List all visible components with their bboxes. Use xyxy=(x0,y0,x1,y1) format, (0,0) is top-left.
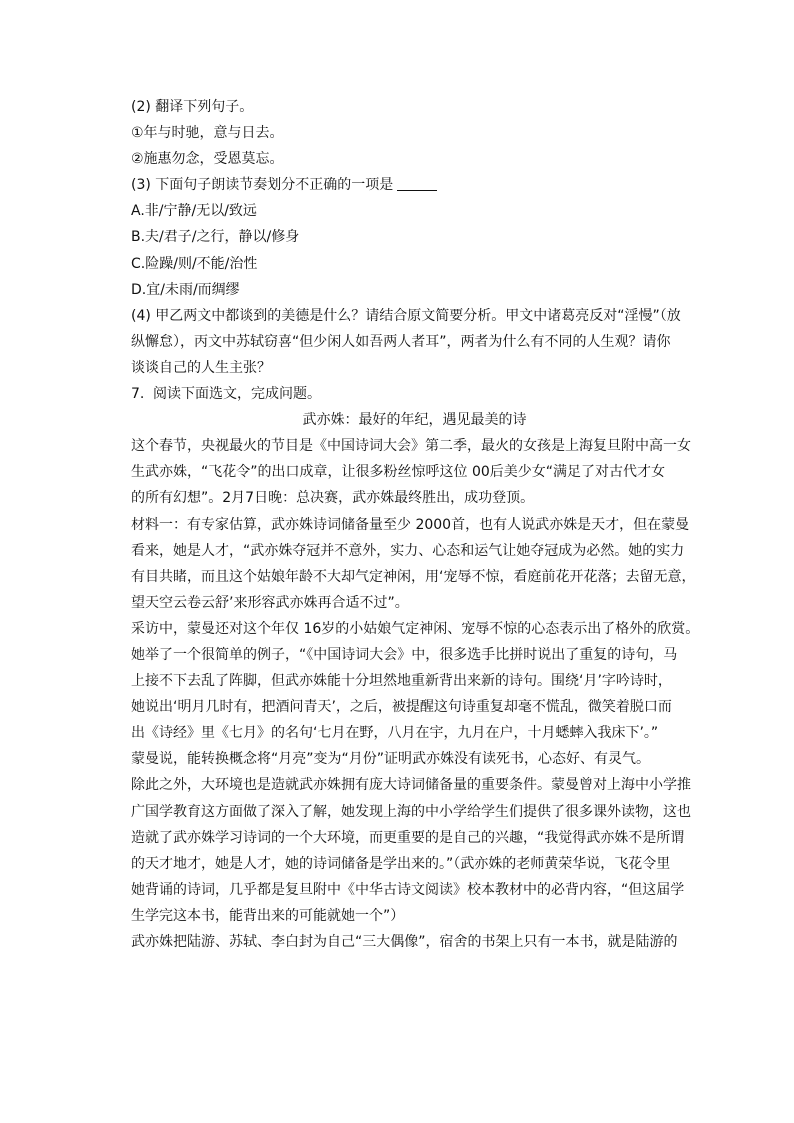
article-line: 材料一：有专家估算，武亦姝诗词储备量至少 2000首，也有人说武亦姝是天才，但在蒙曼 xyxy=(131,516,690,533)
question-7-line xyxy=(131,381,698,407)
article-line: 她说出‘明月几时有，把酒问青天’，之后，被提醒这句诗重复却毫不慌乱，微笑着脱口而 xyxy=(131,699,672,716)
question-7-prompt: 阅读下面选文，完成问题。 xyxy=(153,386,321,403)
question-3-option-c: C.险躁/则/不能/治性 xyxy=(131,255,258,272)
article-line: 看来，她是人才，“武亦姝夺冠并不意外，实力、心态和运气让她夺冠成为必然。她的实力 xyxy=(131,542,685,559)
article-line: 这个春节，央视最火的节目是《中国诗词大会》第二季，最火的女孩是上海复旦附中高一女 xyxy=(131,438,691,455)
question-3-option-d: D.宜/未雨/而绸缪 xyxy=(131,281,240,298)
question-3-line xyxy=(131,172,698,198)
article-line: 生武亦姝，“飞花令”的出口成章，让很多粉丝惊呼这位 00后美少女“满足了对古代才女 xyxy=(131,464,666,481)
article-line: 造就了武亦姝学习诗词的一个大环境，而更重要的是自己的兴趣，“我觉得武亦姝不是所谓 xyxy=(131,829,685,846)
question-2-sentence-1: ①年与时驰，意与日去。 xyxy=(131,125,284,142)
question-2-title: (2) 翻译下列句子。 xyxy=(131,99,254,115)
question-2-sentence-2: ②施惠勿念，受恩莫忘。 xyxy=(131,151,284,168)
article-line: 的天才地才，她是人才，她的诗词储备是学出来的。”（武亦姝的老师黄荣华说，飞花令里 xyxy=(131,855,671,872)
article-line: 的所有幻想”。2月7日晚：总决赛，武亦姝最终胜出，成功登顶。 xyxy=(131,490,535,507)
article-line: 除此之外，大环境也是造就武亦姝拥有庞大诗词储备量的重要条件。蒙曼曾对上海中小学推 xyxy=(131,777,691,794)
question-3-option-b: B.夫/君子/之行，静以/修身 xyxy=(131,229,300,246)
question-4-line-1: (4) 甲乙两文中都谈到的美德是什么？请结合原文简要分析。甲文中诸葛亮反对“淫慢”（放 xyxy=(131,307,681,324)
question-4-line-3: 谈谈自己的人生主张？ xyxy=(131,359,271,376)
document-body xyxy=(131,94,698,955)
answer-blank xyxy=(397,176,437,191)
article-line: 有目共睹，而且这个姑娘年龄不大却气定神闲，用‘宠辱不惊，看庭前花开花落；去留无意， xyxy=(131,568,696,585)
question-3-option-a: A.非/宁静/无以/致远 xyxy=(131,203,257,220)
article-title: 武亦姝：最好的年纪，遇见最美的诗 xyxy=(302,412,527,429)
article-line: 上接不下去乱了阵脚，但武亦姝能十分坦然地重新背出来新的诗句。围绕‘月’字吟诗时， xyxy=(131,673,672,690)
article-line: 武亦姝把陆游、苏轼、李白封为自己“三大偶像”，宿舍的书架上只有一本书，就是陆游的 xyxy=(131,934,678,950)
article-line: 出《诗经》里《七月》的名句‘七月在野，八月在宇，九月在户，十月蟋蟀入我床下’。” xyxy=(131,725,659,742)
article-line: 生学完这本书，能背出来的可能就她一个”） xyxy=(131,907,405,924)
article-line: 广国学教育这方面做了深入了解，她发现上海的中小学给学生们提供了很多课外读物，这也 xyxy=(131,803,691,820)
article-line: 蒙曼说，能转换概念将“月亮”变为“月份”证明武亦姝没有读死书，心态好、有灵气。 xyxy=(131,751,651,768)
article-line: 她举了一个很简单的例子，“《中国诗词大会》中，很多选手比拼时说出了重复的诗句，马 xyxy=(131,646,678,663)
article-line: 她背诵的诗词，几乎都是复旦附中《中华古诗文阅读》校本教材中的必背内容，“但这届学 xyxy=(131,881,685,898)
question-4-line-2: 纵懈怠），丙文中苏轼窃喜“但少闲人如吾两人者耳”，两者为什么有不同的人生观？请你 xyxy=(131,333,671,350)
article-line: 望天空云卷云舒’来形容武亦姝再合适不过”。 xyxy=(131,594,409,611)
article-line: 采访中，蒙曼还对这个年仅 16岁的小姑娘气定神闲、宠辱不惊的心态表示出了格外的欣赏。 xyxy=(131,620,700,637)
question-7-number: 7. xyxy=(131,386,145,403)
question-3-title: (3) 下面句子朗读节奏划分不正确的一项是 xyxy=(131,177,394,194)
